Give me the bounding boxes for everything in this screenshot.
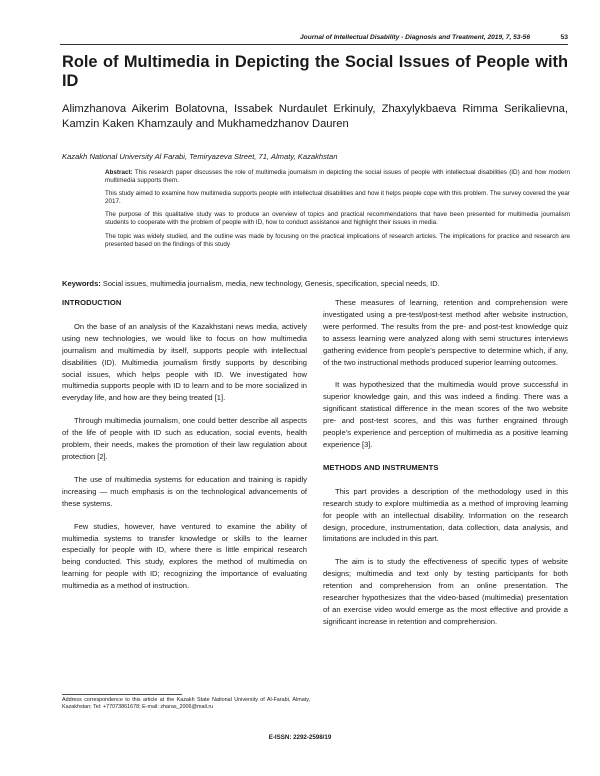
author-list: Alimzhanova Aikerim Bolatovna, Issabek Nurdaulet Erkinuly, Zhaxylykbaeva Rimma Serikalievna, Kamzin Kaken Khamzauly and Mukhamedzhanov Dauren: [62, 103, 568, 130]
left-column: [62, 297, 307, 603]
body-paragraph: The aim is to study the effectiveness of specific types of website designs; multimedia and text only by testing participants for both retention and comprehension from an online presentation. The researcher hypothesizes that the video-based (multimedia) presentation of an exercise video would emerge as the most effective and provide a significant increase in retention and comprehension.: [323, 557, 568, 626]
body-paragraph: It was hypothesized that the multimedia would prove successful in superior knowledge gain, and this was indeed a finding. There was a significant statistical difference in the mean scores of the two website pre- and post-test scores, and this was further engrained through people’s experience and perception of multimedia as a positive learning experience [3].: [323, 380, 568, 449]
section-heading-introduction: INTRODUCTION: [62, 298, 122, 307]
abstract-label: Abstract:: [105, 169, 133, 176]
abstract-text: This research paper discusses the role of multimedia journalism in depicting the social issues of people with intellectual disabilities (ID) and how modern multimedia supports them.: [105, 169, 570, 185]
body-paragraph: This part provides a description of the methodology used in this research study to explore multimedia as a method of improving learning for people with an intellectual disability. Information on the research design, procedure, instrumentation, data collection, data analysis, and limitations are included in this part.: [323, 486, 568, 544]
keywords: [62, 279, 568, 288]
body-paragraph: Through multimedia journalism, one could better describe all aspects of the life of people with ID such as education, social events, health problem, their needs, makes the promotion of their law regulation about protection [2].: [62, 416, 307, 461]
abstract-paragraph: The topic was widely studied, and the outline was made by focusing on the practical implications of research articles. The implications for practice and research are presented based on the findings of this study: [105, 232, 570, 248]
body-paragraph: On the base of an analysis of the Kazakhstani news media, actively using new technologies, we would like to focus on how multimedia journalism and multimedia by itself, supports people with intellectual disabilities (ID). Multimedia journalism firstly supports by describing social issues, which helps people with ID. We investigated how multimedia supports people with ID to learn and to be more socialized in everyday life, and how are they being treated [1].: [62, 321, 307, 403]
correspondence-footnote: Address correspondence to this article at the Kazakh State National University of Al-Farabi, Almaty, Kazakhstan; Tel: +77073861678; E-mail: zharas_2006@mail.ru: [62, 697, 310, 711]
header-divider: [60, 44, 568, 45]
abstract-paragraph: [105, 169, 570, 185]
affiliation: Kazakh National University Al Farabi, Temiryazeva Street, 71, Almaty, Kazakhstan: [62, 152, 338, 161]
article-title: Role of Multimedia in Depicting the Social Issues of People with ID: [62, 53, 568, 90]
issn-footer: E-ISSN: 2292-2598/19: [268, 734, 332, 741]
section-heading-methods: METHODS AND INSTRUMENTS: [323, 462, 439, 472]
body-paragraph: These measures of learning, retention and comprehension were investigated using a pre-test/post-test method after website instruction, were performed. The results from the pre- and post-test knowledge quiz to assess learning were analyzed along with semi structures interviews gathering evidence from people’s perspective to determine which, if any, of the two instructional methods produced superior learning outcomes.: [323, 298, 568, 367]
abstract-paragraph: The purpose of this qualitative study was to produce an overview of topics and practical recommendations that have been presented for multimedia journalism students to cooperate with the problem of people with ID, how to conduct assistance and highlight their issues in media.: [105, 211, 570, 227]
page-number: 53: [560, 34, 568, 41]
body-paragraph: Few studies, however, have ventured to examine the ability of multimedia systems to transfer knowledge or skills to the learner especially for people with ID, where there is little empirical research being conducted. This study, explores the method of multimedia on learning for people with ID; recognizing the importance of evaluating multimedia as a method of instruction.: [62, 521, 307, 591]
footnote-divider: [62, 694, 182, 695]
right-column: [323, 297, 568, 639]
journal-citation: Journal of Intellectual Disability - Diagnosis and Treatment, 2019, 7, 53-56: [300, 34, 530, 41]
keywords-text: Social issues, multimedia journalism, media, new technology, Genesis, specification, special needs, ID.: [102, 279, 440, 288]
abstract: [105, 169, 570, 254]
keywords-label: Keywords:: [62, 279, 101, 288]
body-paragraph: The use of multimedia systems for education and training is rapidly increasing — much emphasis is on the technological advancements of these systems.: [62, 474, 307, 508]
running-head: [60, 31, 568, 43]
abstract-paragraph: This study aimed to examine how multimedia supports people with intellectual disabilities and how it helps people cope with this problem. The survey covered the year 2017.: [105, 190, 570, 206]
